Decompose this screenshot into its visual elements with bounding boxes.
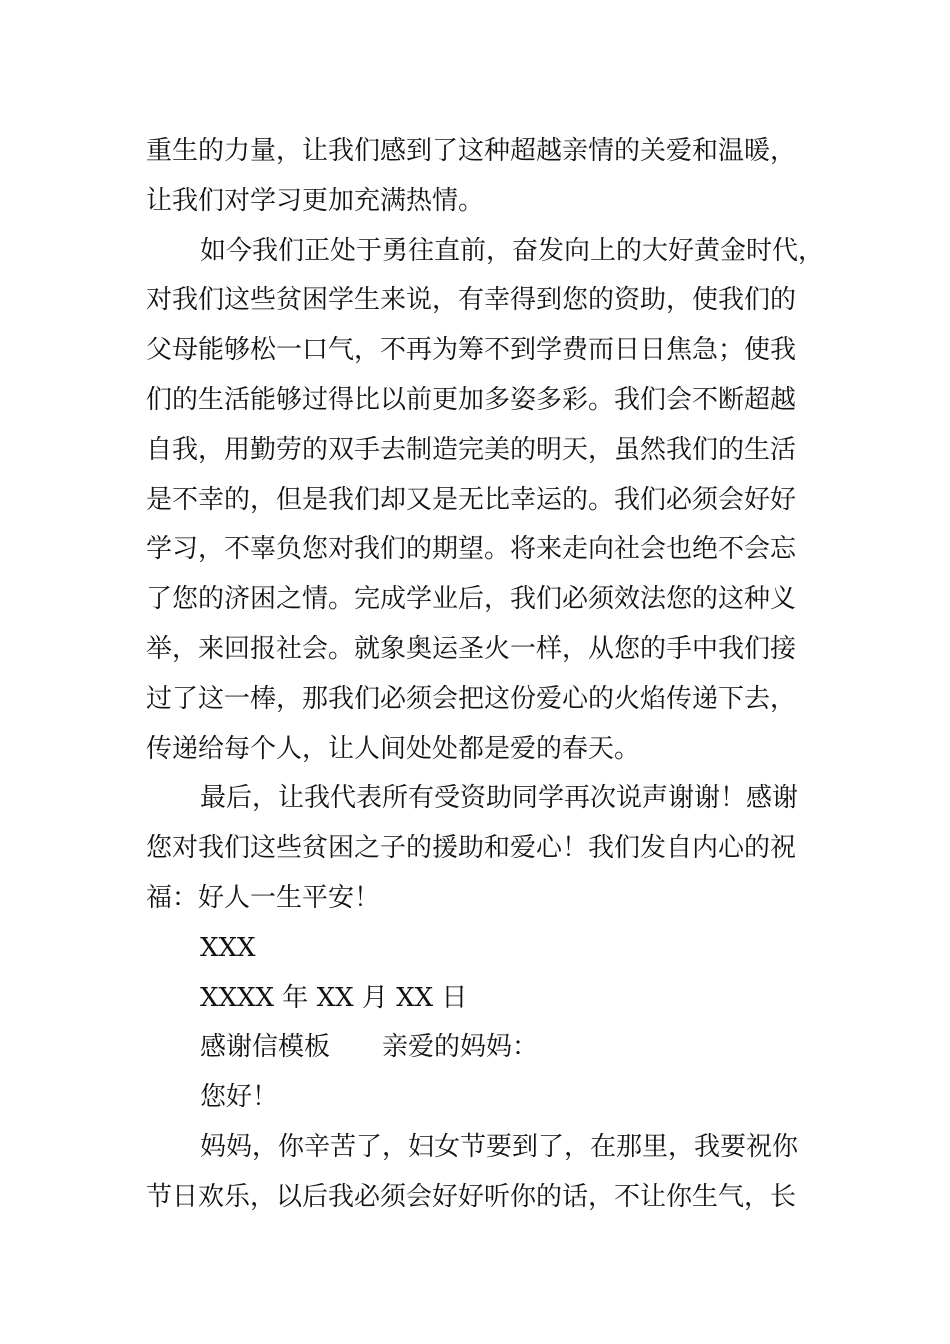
text-line: 举，来回报社会。就象奥运圣火一样，从您的手中我们接 [146, 633, 797, 664]
text-line: 自我，用勤劳的双手去制造完美的明天，虽然我们的生活 [146, 434, 797, 465]
text-line: 您对我们这些贫困之子的援助和爱心！我们发自内心的祝 [146, 833, 797, 864]
text-line: 节日欢乐，以后我必须会好好听你的话，不让你生气，长 [146, 1181, 797, 1212]
letter-body [146, 127, 836, 1223]
text-line: 传递给每个人，让人间处处都是爱的春天。 [146, 733, 641, 764]
signature: XXX [200, 932, 256, 963]
text-line: 妈妈，你辛苦了，妇女节要到了，在那里，我要祝你 [200, 1131, 799, 1162]
greeting: 您好！ [200, 1082, 279, 1113]
text-line: 了您的济困之情。完成学业后，我们必须效法您的这种义 [146, 584, 797, 615]
text-line: 如今我们正处于勇往直前，奋发向上的大好黄金时代， [200, 235, 825, 266]
text-line: 父母能够松一口气，不再为筹不到学费而日日焦急；使我 [146, 335, 797, 366]
date-line: XXXX 年 XX 月 XX 日 [200, 982, 468, 1013]
text-line: 过了这一棒，那我们必须会把这份爱心的火焰传递下去， [146, 683, 797, 714]
text-line: 们的生活能够过得比以前更加多姿多彩。我们会不断超越 [146, 384, 797, 415]
text-line: 福：好人一生平安！ [146, 882, 381, 913]
text-line: 让我们对学习更加充满热情。 [146, 185, 485, 216]
text-line: 对我们这些贫困学生来说，有幸得到您的资助，使我们的 [146, 285, 797, 316]
text-line: 最后，让我代表所有受资助同学再次说声谢谢！感谢 [200, 783, 799, 814]
text-line: 重生的力量，让我们感到了这种超越亲情的关爱和温暖， [146, 136, 797, 166]
text-line: 学习，不辜负您对我们的期望。将来走向社会也绝不会忘 [146, 534, 797, 565]
section-heading: 感谢信模板 亲爱的妈妈： [200, 1032, 539, 1063]
text-line: 是不幸的，但是我们却又是无比幸运的。我们必须会好好 [146, 484, 797, 515]
